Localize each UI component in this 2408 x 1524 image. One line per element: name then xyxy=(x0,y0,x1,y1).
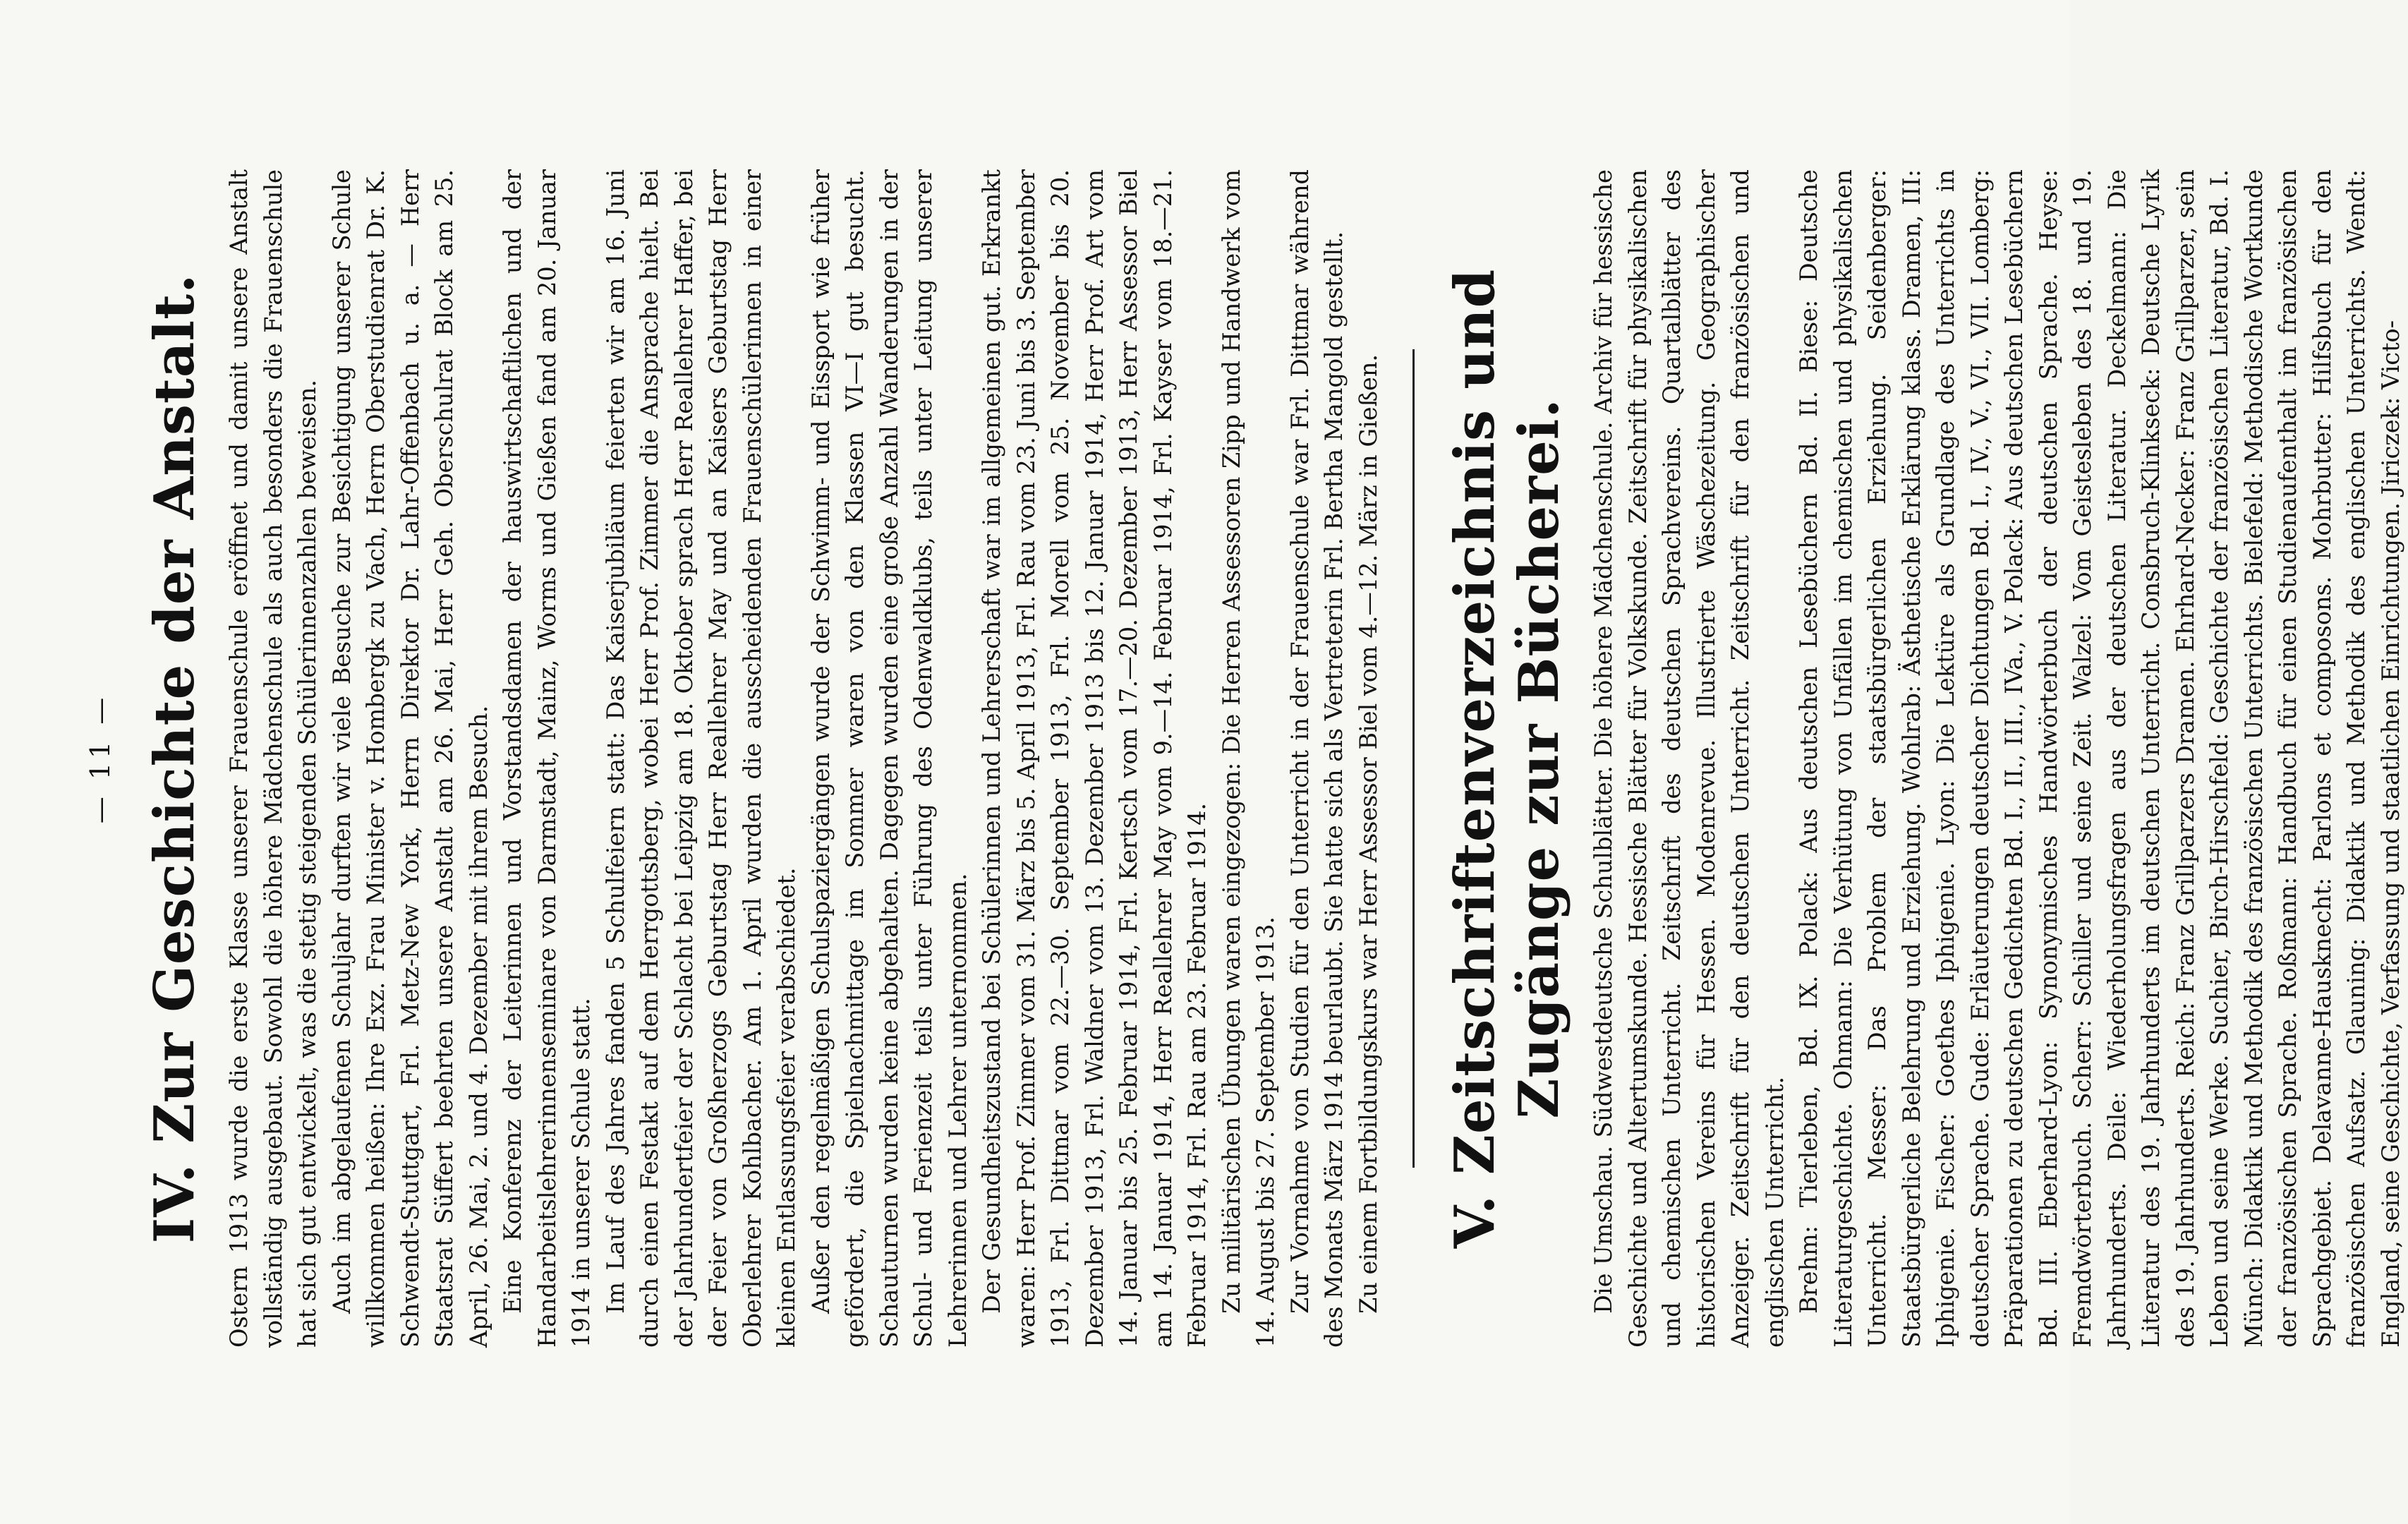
paragraph: Zu einem Fortbildungskurs war Herr Assessor Biel vom 4.—12. März in Gießen. xyxy=(1354,353,1382,1314)
paragraph: Zu militärischen Übungen waren eingezogen: Die Herren Assessoren Zipp und Handwerk vom 14. August bis 27. September 1913. xyxy=(1217,169,1279,1348)
paragraph: Der Gesundheitszustand bei Schülerinnen und Lehrerschaft war im allgemeinen gut. Erkrankt waren: Herr Prof. Zimmer vom 31. März bis 5. April 1913, Frl. Rau vom 23. Juni bis 3. September 1913, Frl. Dittmar vom 22.—30. September 1913, Frl. Morell vom 25. November bis 20. Dezember 1913, Frl. Waldner vom 13. Dezember 1913 bis 12. Januar 1914, Herr Prof. Art vom 14. Januar bis 25. Februar 1914, Frl. Kertsch vom 17.—20. Dezember 1913, Herr Assessor Biel am 14. Januar 1914, Herr Reallehrer May vom 9.—14. Februar 1914, Frl. Kayser vom 18.—21. Februar 1914, Frl. Rau am 23. Februar 1914. xyxy=(978,169,1211,1348)
paragraph: Eine Konferenz der Leiterinnen und Vorstandsdamen der hauswirtschaftlichen und der Handarbeitslehrerinnenseminare von Darmstadt, Mainz, Worms und Gießen fand am 20. Januar 1914 in unserer Schule statt. xyxy=(499,169,595,1348)
paragraph: Auch im abgelaufenen Schuljahr durften wir viele Besuche zur Besichtigung unserer Schule willkommen heißen: Ihre Exz. Frau Minister v. Hombergk zu Vach, Herrn Oberstudienrat Dr. K. Schwendt-Stuttgart, Frl. Metz-New York, Herrn Direktor Dr. Lahr-Offenbach u. a. — Herr Staatsrat Süffert beehrten unsere Anstalt am 26. Mai, Herr Geh. Oberschulrat Block am 25. April, 26. Mai, 2. und 4. Dezember mit ihrem Besuch. xyxy=(327,169,492,1348)
page-number: — 11 — xyxy=(85,693,116,824)
paragraph: Ostern 1913 wurde die erste Klasse unserer Frauenschule eröffnet und damit unsere Anstalt vollständig ausgebaut. Sowohl die höhere Mädchenschule als auch besonders die Frauenschule hat sich gut entwickelt, was die stetig steigenden Schülerinnenzahlen beweisen. xyxy=(225,169,321,1348)
section-4-body xyxy=(222,169,1386,1348)
section-divider xyxy=(1412,349,1415,1168)
page-content xyxy=(85,169,2408,1348)
paragraph: Außer den regelmäßigen Schulspaziergängen wurde der Schwimm- und Eissport wie früher gefördert, die Spielnachmittage im Sommer waren von den Klassen VI—I gut besucht. Schauturnen wurden keine abgehalten. Dagegen wurden eine große Anzahl Wanderungen in der Schul- und Ferienzeit teils unter Führung des Odenwaldklubs, teils unter Leitung unserer Lehrerinnen und Lehrer unternommen. xyxy=(806,169,972,1348)
section-5-body xyxy=(1587,169,2408,1348)
paragraph: Die Umschau. Südwestdeutsche Schulblätter. Die höhere Mädchenschule. Archiv für hessische Geschichte und Altertumskunde. Hessische Blätter für Volkskunde. Zeitschrift für physikalischen und chemischen Unterricht. Zeitschrift des deutschen Sprachvereins. Quartalblätter des historischen Vereins für Hessen. Modenrevue. Illustrierte Wäschezeitung. Geographischer Anzeiger. Zeitschrift für den deutschen Unterricht. Zeitschrift für den französischen und englischen Unterricht. xyxy=(1590,169,1789,1348)
paragraph: Brehm: Tierleben, Bd. IX. Polack: Aus deutschen Lesebüchern Bd. II. Biese: Deutsche Literaturgeschichte. Ohmann: Die Verhütung von Unfällen im chemischen und physikalischen Unterricht. Messer: Das Problem der staatsbürgerlichen Erziehung. Seidenberger: Staatsbürgerliche Belehrung und Erziehung. Wohlrab: Ästhetische Erklärung klass. Dramen, III: Iphigenie. Fischer: Goethes Iphigenie. Lyon: Die Lektüre als Grundlage des Unterrichts in deutscher Sprache. Gude: Erläuterungen deutscher Dichtungen Bd. I., IV., V., VI., VII. Lomberg: Präparationen zu deutschen Gedichten Bd. I., II., III., IVa., V. Polack: Aus deutschen Lesebüchern Bd. III. Eberhard-Lyon: Synonymisches Handwörterbuch der deutschen Sprache. Heyse: Fremdwörterbuch. Scherr: Schiller und seine Zeit. Walzel: Vom Geistesleben des 18. und 19. Jahrhunderts. Deile: Wiederholungsfragen aus der deutschen Literatur. Deckelmann: Die Literatur des 19. Jahrhunderts im deutschen Unterricht. Consbruch-Klinkseck: Deutsche Lyrik des 19. Jahrhunderts. Reich: Franz Grillparzers Dramen. Ehrhard-Necker: Franz Grillparzer, sein Leben und seine Werke. Suchier, Birch-Hirschfeld: Geschichte der französischen Literatur, Bd. I. Münch: Didaktik und Methodik des französischen Unterrichts. Bielefeld: Methodische Wortkunde der französischen Sprache. Roßmann: Handbuch für einen Studienaufenthalt im französischen Sprachgebiet. Delavanne-Hausknecht: Parlons et composons. Mohrbutter: Hilfsbuch für den französischen Aufsatz. Glauning: Didaktik und Methodik des englischen Unterrichts. Wendt: England, seine Geschichte, Verfassung und staatlichen Einrichtungen. Jiriczek: Victo- xyxy=(1795,169,2404,1348)
paragraph: Zur Vornahme von Studien für den Unterricht in der Frauenschule war Frl. Dittmar während des Monats März 1914 beurlaubt. Sie hatte sich als Vertreterin Frl. Bertha Mangold gestellt. xyxy=(1285,169,1348,1348)
section-5-heading: V. Zeitschriftenverzeichnis und Zugänge zur Bücherei. xyxy=(1443,268,1571,1249)
paragraph: Im Lauf des Jahres fanden 5 Schulfeiern statt: Das Kaiserjubiläum feierten wir am 16. Juni durch einen Festakt auf dem Herrgottsberg, wobei Herr Prof. Zimmer die Ansprache hielt. Bei der Jahrhundertfeier der Schlacht bei Leipzig am 18. Oktober sprach Herr Reallehrer Haffer, bei der Feier von Großherzogs Geburtstag Herr Reallehrer May und an Kaisers Geburtstag Herr Oberlehrer Kohlbacher. Am 1. April wurden die ausscheidenden Frauenschülerinnen in einer kleinen Entlassungsfeier verabschiedet. xyxy=(601,169,800,1348)
section-4-heading: IV. Zur Geschichte der Anstalt. xyxy=(143,273,207,1244)
